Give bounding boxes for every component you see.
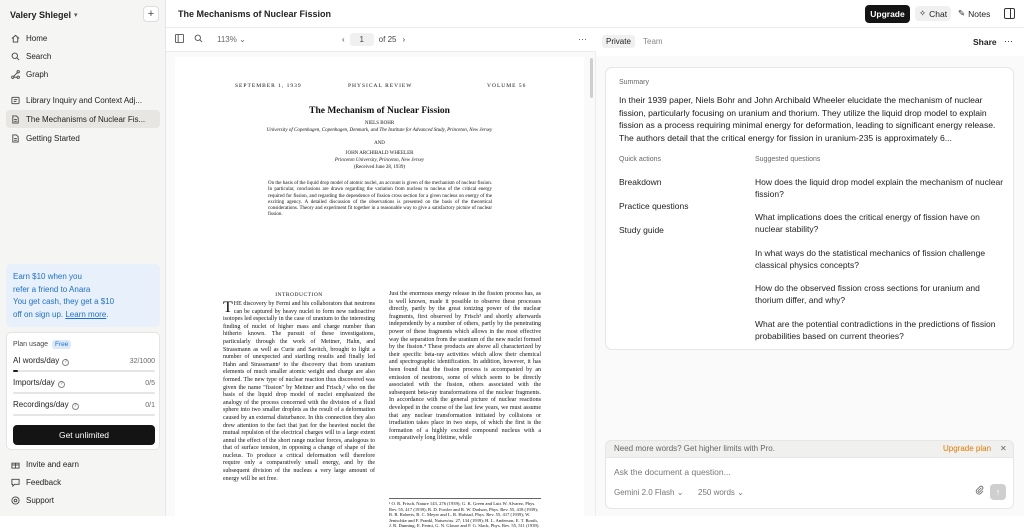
sidebar-doc-nuclear-fission[interactable] <box>6 110 160 128</box>
prev-page-icon[interactable]: ‹ <box>342 35 345 44</box>
usage-label-text: AI words/day <box>13 356 60 365</box>
feedback-icon <box>10 478 20 487</box>
sidebar <box>0 0 166 516</box>
summary-label: Summary <box>619 79 649 86</box>
help-icon[interactable]: ? <box>62 359 69 366</box>
top-bar <box>166 0 1024 28</box>
chevron-down-icon: ▾ <box>74 12 78 19</box>
journal-date: SEPTEMBER 1, 1939 <box>235 83 302 89</box>
tab-notes-label: Notes <box>968 8 991 19</box>
referral-end: . <box>106 309 109 319</box>
journal-volume: VOLUME 56 <box>487 83 527 89</box>
sidebar-doc-getting-started[interactable] <box>6 129 160 147</box>
pdf-page <box>175 57 584 529</box>
document-title: The Mechanisms of Nuclear Fission <box>178 9 332 19</box>
journal-name: PHYSICAL REVIEW <box>348 83 413 89</box>
column-2: Just the enormous energy release in the fission process has, as is well known, made it possible to observe these processes directly, partly by the great ionizing power of the nuclear fragments, first observed by Frisch³ and shortly afterwards independently by a number of others, partly by the penetrating power of these fragments which allows in the most effective way the separation from the uranium of the new nuclei formed by the fission.⁴ These products are above all characterized by their specific beta-ray activities which allow their chemical and spectrographic identification. In addition, however, it has been found that the fission process is accompanied by an emission of neutrons, some of which seem to be directly associated with the fission, others associated with the subsequent beta-ray transformations of the nuclear fragments. In accordance with the general picture of nuclear reactions developed in the course of the last few years, we must assume that any nuclear transformation initiated by collisions or irradiation takes place in two steps, of which the first is the formation of a highly excited compound nucleus with a comparatively long lifetime, while <box>389 291 541 442</box>
usage-value: 0/1 <box>145 401 155 409</box>
user-name: Valery Shlegel <box>10 10 72 20</box>
word-limit-selector[interactable] <box>698 488 744 497</box>
abstract: On the basis of the liquid drop model of atomic nuclei, an account is given of the mechanism of nuclear fission. In particular, conclusions are drawn regarding the variation from nucleus to nucleus of the critical energy required for fission, and regarding the dependence of fission cross section for a given nucleus on energy of the exciting agency. A detailed discussion of the observations is presented on the basis of the theoretical considerations. Theory and experiment fit together in a reasonable way to give a satisfactory picture of nuclear fission. <box>268 181 492 218</box>
notice-text: Need more words? Get higher limits with Pro. <box>614 444 775 453</box>
page-total: of 25 <box>378 35 397 44</box>
usage-bar-imports <box>13 392 155 394</box>
zoom-value: 113% <box>217 35 237 44</box>
tab-chat-label: Chat <box>929 8 948 19</box>
suggested-question[interactable]: How do the observed fission cross sections for uranium and thorium differ, and why? <box>755 283 980 305</box>
and-text: AND <box>374 141 385 146</box>
suggested-questions-label: Suggested questions <box>755 156 821 163</box>
more-options-icon[interactable]: ··· <box>578 34 587 44</box>
arrow-up-icon: ↑ <box>995 487 1001 497</box>
sidebar-item-graph[interactable] <box>6 65 160 83</box>
usage-value: 0/5 <box>145 379 155 387</box>
quick-action-study-guide[interactable]: Study guide <box>619 225 664 235</box>
sidebar-doc-label: Getting Started <box>26 133 80 143</box>
model-name: Gemini 2.0 Flash <box>614 488 675 497</box>
column-1 <box>223 301 375 483</box>
upgrade-button[interactable]: Upgrade <box>865 5 910 23</box>
author-2: JOHN ARCHIBALD WHEELER <box>345 151 414 156</box>
usage-label-text: Recordings/day <box>13 400 69 409</box>
chat-tabs <box>596 28 1024 56</box>
sidebar-doc-library-inquiry[interactable] <box>6 91 160 109</box>
page-number-input[interactable]: 1 <box>350 33 374 46</box>
graph-icon <box>10 69 20 79</box>
close-icon[interactable]: ✕ <box>1000 444 1007 453</box>
summary-text: In their 1939 paper, Niels Bohr and John Archibald Wheeler elucidate the mechanism of nuclear fission, particularly focusing on uranium and thorium. They utilize the liquid drop model to explain fission as a process requiring minimal energy for deformation, leading to significant energy release. The authors detail that the critical energy for fission in uranium-235 is approximately 6... <box>619 95 996 143</box>
suggested-question[interactable]: What implications does the critical energy of fission have on nuclear stability? <box>755 212 980 234</box>
pencil-icon: ✎ <box>958 8 966 18</box>
referral-line-3: You get cash, they get a $10 <box>13 297 115 306</box>
tab-notes[interactable] <box>958 8 990 19</box>
support-icon <box>10 496 20 505</box>
affiliation-1: University of Copenhagen, Copenhagen, Denmark, and The Institute for Advanced Study, Princeton, New Jersey <box>266 128 493 133</box>
search-icon <box>10 51 20 61</box>
suggested-question[interactable]: What are the potential contradictions in the predictions of fission probabilities based on current theories? <box>755 319 996 341</box>
search-icon[interactable] <box>194 34 203 45</box>
send-button[interactable] <box>990 484 1006 500</box>
plus-icon: + <box>147 8 155 20</box>
usage-label <box>13 378 65 388</box>
share-button[interactable]: Share <box>973 37 997 47</box>
chevron-down-icon: ⌄ <box>737 488 744 497</box>
sidebar-doc-label: Library Inquiry and Context Adj... <box>26 95 143 105</box>
plan-usage-label: Plan usage <box>13 341 49 348</box>
chat-panel <box>596 28 1024 516</box>
affiliation-2: Princeton University, Princeton, New Jersey <box>334 158 425 163</box>
usage-label <box>13 400 79 410</box>
viewer-toolbar <box>166 28 596 52</box>
tab-private[interactable]: Private <box>602 35 635 48</box>
help-icon[interactable]: ? <box>72 403 79 410</box>
home-icon <box>10 33 20 43</box>
sidebar-item-label: Graph <box>26 69 49 79</box>
scrollbar[interactable] <box>590 58 593 98</box>
received-date: (Received June 28, 1939) <box>353 165 406 170</box>
new-document-button[interactable] <box>143 6 159 22</box>
model-selector[interactable] <box>614 488 683 497</box>
document-icon <box>10 133 20 143</box>
usage-bar-ai-words <box>13 370 155 372</box>
invite-label: Invite and earn <box>26 459 79 469</box>
usage-label <box>13 356 69 366</box>
usage-bar-fill <box>13 370 18 372</box>
plan-usage-card <box>6 332 160 450</box>
get-unlimited-button[interactable]: Get unlimited <box>13 425 155 445</box>
sidebar-item-home[interactable] <box>6 29 160 47</box>
paper-title: The Mechanism of Nuclear Fission <box>309 106 450 116</box>
chevron-down-icon: ⌄ <box>676 488 684 497</box>
drop-cap: T <box>223 299 233 316</box>
user-menu[interactable] <box>10 8 160 22</box>
chat-doc-icon <box>10 95 20 105</box>
upgrade-notice <box>605 440 1014 458</box>
usage-row-recordings <box>13 400 155 410</box>
section-heading: INTRODUCTION <box>275 292 323 298</box>
plan-usage-title <box>13 340 71 349</box>
document-icon <box>10 114 20 124</box>
sparkle-icon: ✧ <box>919 8 927 18</box>
referral-line-1: Earn $10 when you <box>13 272 82 281</box>
referral-line-4-text: off on sign up. <box>13 309 64 319</box>
next-page-icon[interactable]: › <box>402 35 406 44</box>
sidebar-toggle-icon[interactable] <box>175 34 184 45</box>
support-label: Support <box>26 495 55 505</box>
tab-chat[interactable] <box>915 6 951 21</box>
sidebar-item-label: Search <box>26 51 52 61</box>
chat-input-box <box>605 458 1014 509</box>
tab-team[interactable]: Team <box>643 37 663 46</box>
chevron-down-icon: ⌄ <box>239 35 246 44</box>
usage-value: 32/1000 <box>129 357 155 365</box>
invite-and-earn-item[interactable] <box>6 456 160 472</box>
learn-more-link[interactable]: Learn more <box>65 309 107 319</box>
upgrade-plan-link[interactable]: Upgrade plan <box>943 444 992 453</box>
referral-card <box>6 264 160 327</box>
gift-icon <box>10 460 20 469</box>
plan-badge: Free <box>52 340 71 349</box>
referral-line-2: refer a friend to Anara <box>13 284 91 294</box>
sidebar-item-search[interactable] <box>6 47 160 65</box>
zoom-level[interactable] <box>217 35 246 44</box>
quick-action-practice-questions[interactable]: Practice questions <box>619 201 689 211</box>
sidebar-item-label: Home <box>26 33 48 43</box>
usage-row-imports <box>13 378 155 388</box>
usage-bar-recordings <box>13 414 155 416</box>
paperclip-icon[interactable] <box>975 485 984 498</box>
word-limit: 250 words <box>698 488 735 497</box>
feedback-label: Feedback <box>26 477 62 487</box>
suggested-question[interactable]: In what ways do the statistical mechanics of fission challenge classical physics concepts? <box>755 248 986 270</box>
quick-action-breakdown[interactable]: Breakdown <box>619 177 662 187</box>
usage-row-ai-words <box>13 356 155 366</box>
feedback-item[interactable] <box>6 474 160 490</box>
more-options-icon[interactable]: ··· <box>1004 36 1013 46</box>
panel-toggle-icon[interactable] <box>1004 8 1015 19</box>
pdf-viewer <box>166 28 596 529</box>
author-1: NIELS BOHR <box>364 121 395 126</box>
page-navigation <box>342 33 405 46</box>
column-1-text: HE discovery by Fermi and his collaborators that neutrons can be captured by heavy nuclei to form new radioactive isotopes led especially in the case of uranium to the interesting finding of nuclei of higher mass and charge number than hitherto known. The pursuit of these investigations, particularly through the work of Meitner, Hahn, and Strassmann as well as Curie and Savitch, brought to light a number of unexpected and startling results and finally led Hahn and Strassmann¹ to the discovery that from uranium elements of much smaller atomic weight and charge are also formed. The new type of nuclear reaction thus discovered was given the name "fission" by Meitner and Frisch,² who on the basis of the liquid drop model of nuclei emphasized the analogy of the process concerned with the division of a fluid sphere into two smaller droplets as the result of a deformation caused by an external disturbance. In this connection they also drew attention to the fact that just for the heaviest nuclei the mutual repulsion of the electrical charges will to a large extent annul the effect of the short range nuclear forces, analogous to that of surface tension, in opposing a change of shape of the nucleus. To produce a critical deformation will therefore require only a comparatively small energy, and by the subsequent division of the nucleus a very large amount of energy will be set free. <box>223 301 375 482</box>
footnote: ¹ O. R. Frisch, Nature 143, 276 (1939); G. K. Green and Luis W. Alvarez, Phys. Rev. 55, 417 (1939); R. D. Fowler and R. W. Dodson, Phys. Rev. 55, 418 (1939); R. B. Roberts, R. C. Meyer and L. R. Hafstad, Phys. Rev. 55, 417 (1939); W. Jentschke and F. Prankl, Naturwiss. 27, 134 (1939); H. L. Anderson, E. T. Booth, J. R. Dunning, E. Fermi, G. N. Glasoe and F. G. Slack, Phys. Rev. 55, 511 (1939). <box>389 498 541 529</box>
chat-input[interactable]: Ask the document a question... <box>614 467 731 477</box>
support-item[interactable] <box>6 492 160 508</box>
help-icon[interactable]: ? <box>58 381 65 388</box>
referral-line-4 <box>13 309 153 322</box>
usage-label-text: Imports/day <box>13 378 55 387</box>
summary-card <box>605 67 1014 350</box>
sidebar-doc-label: The Mechanisms of Nuclear Fis... <box>26 114 146 124</box>
suggested-question[interactable]: How does the liquid drop model explain the mechanism of nuclear fission? <box>755 177 1004 199</box>
quick-actions-label: Quick actions <box>619 156 662 163</box>
